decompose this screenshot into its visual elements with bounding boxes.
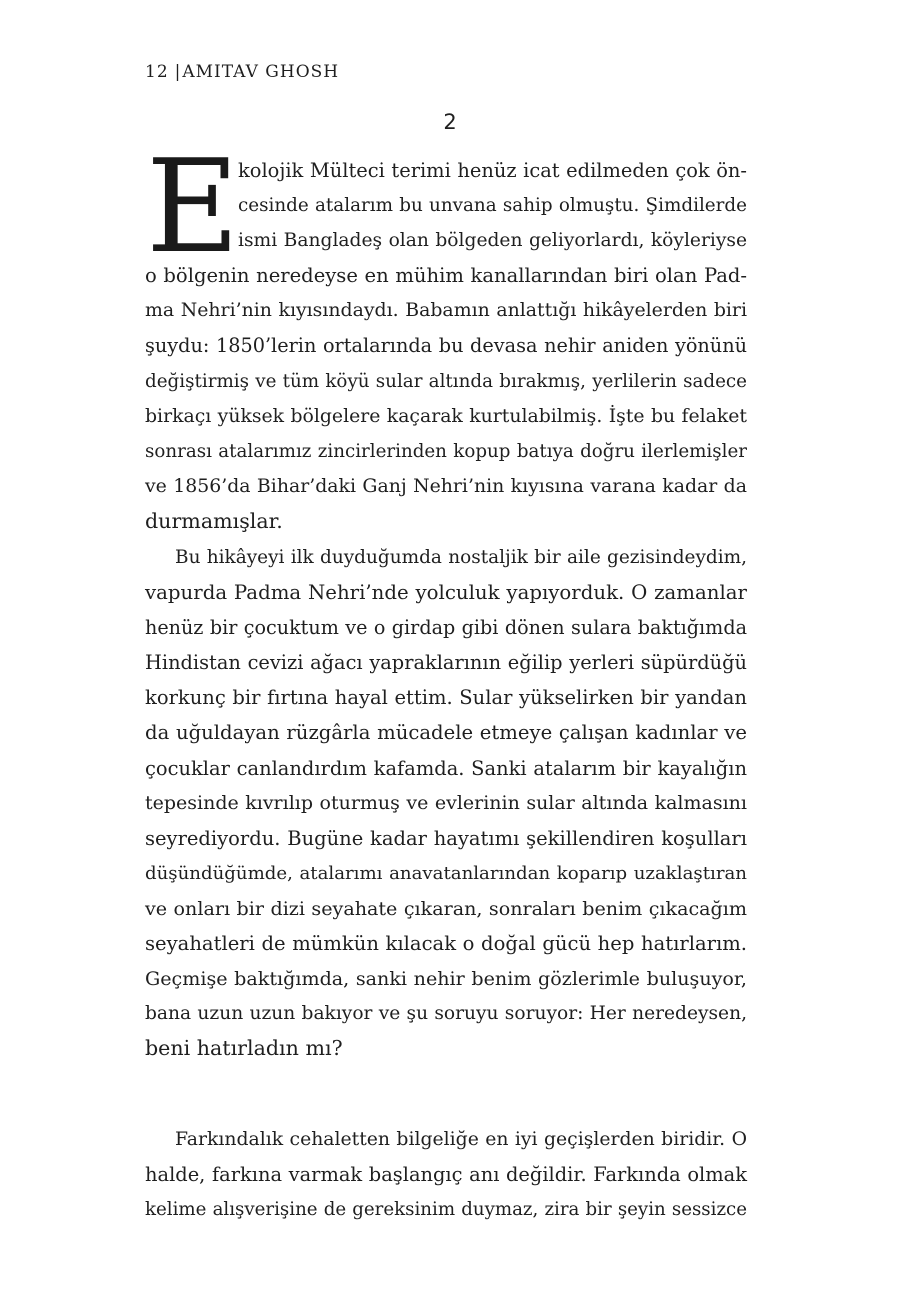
text-line: kelime alışverişine de gereksinim duymaz, zira bir şeyin sessizce	[145, 1199, 747, 1221]
paragraph-3	[145, 1122, 747, 1227]
text-line: sonrası atalarımız zincirlerinden kopup batıya doğru ilerlemişler	[145, 440, 747, 462]
text-line: da uğuldayan rüzgârla mücadele etmeye çalışan kadınlar ve	[145, 721, 747, 745]
text-line: henüz bir çocuktum ve o girdap gibi dönen sulara baktığımda	[145, 616, 747, 640]
text-line: tepesinde kıvrılıp oturmuş ve evlerinin sular altında kalmasını	[145, 791, 747, 814]
text-line: Farkındalık cehaletten bilgeliğe en iyi geçişlerden biridir. O	[175, 1129, 747, 1150]
text-line: Geçmişe baktığımda, sanki nehir benim gözlerimle buluşuyor,	[145, 967, 747, 991]
text-line: o bölgenin neredeyse en mühim kanallarından biri olan Pad-	[145, 264, 747, 288]
text-line: ve 1856’da Bihar’daki Ganj Nehri’nin kıyısına varana kadar da	[145, 474, 747, 497]
paragraph-1	[145, 153, 747, 539]
text-line: ve onları bir dizi seyahate çıkaran, sonraları benim çıkacağım	[145, 896, 747, 920]
text-line: şuydu: 1850’lerin ortalarında bu devasa nehir aniden yönünü	[145, 334, 747, 358]
page-number: 12	[145, 62, 169, 82]
text-line: ismi Bangladeş olan bölgeden geliyorlardı, köyleriyse	[238, 230, 747, 252]
text-line: durmamışlar.	[145, 508, 283, 533]
text-line: çocuklar canlandırdım kafamda. Sanki atalarım bir kayalığın	[145, 756, 747, 780]
section-number: 2	[443, 110, 457, 134]
text-line: korkunç bir fırtına hayal ettim. Sular yükselirken bir yandan	[145, 686, 747, 710]
running-header	[145, 60, 339, 84]
text-line: değiştirmiş ve tüm köyü sular altında bırakmış, yerlilerin sadece	[145, 370, 747, 392]
text-line: vapurda Padma Nehri’nde yolculuk yapıyorduk. O zamanlar	[145, 581, 747, 605]
text-line: Hindistan cevizi ağacı yapraklarının eğilip yerleri süpürdüğü	[145, 651, 747, 675]
paragraph-2	[145, 540, 747, 1066]
text-line: halde, farkına varmak başlangıç anı değildir. Farkında olmak	[145, 1163, 747, 1187]
text-line: kolojik Mülteci terimi henüz icat edilmeden çok ön-	[238, 159, 747, 182]
drop-cap: E	[146, 133, 240, 282]
text-line: Bu hikâyeyi ilk duyduğumda nostaljik bir aile gezisindeydim,	[175, 547, 747, 568]
text-line: cesinde atalarım bu unvana sahip olmuştu. Şimdilerde	[238, 195, 747, 217]
text-line: düşündüğümde, atalarımı anavatanlarından koparıp uzaklaştıran	[145, 862, 747, 884]
text-line: seyrediyordu. Bugüne kadar hayatımı şekillendiren koşulları	[145, 826, 747, 850]
text-line: seyahatleri de mümkün kılacak o doğal gücü hep hatırlarım.	[145, 932, 747, 956]
text-line: bana uzun uzun bakıyor ve şu soruyu soruyor: Her neredeysen,	[145, 1003, 747, 1025]
text-line: ma Nehri’nin kıyısındaydı. Babamın anlattığı hikâyelerden biri	[145, 299, 747, 322]
text-line: beni hatırladın mı?	[145, 1036, 343, 1061]
author-name: AMITAV GHOSH	[182, 62, 340, 82]
text-line: birkaçı yüksek bölgelere kaçarak kurtulabilmiş. İşte bu felaket	[145, 405, 747, 427]
header-separator: |	[174, 62, 182, 82]
